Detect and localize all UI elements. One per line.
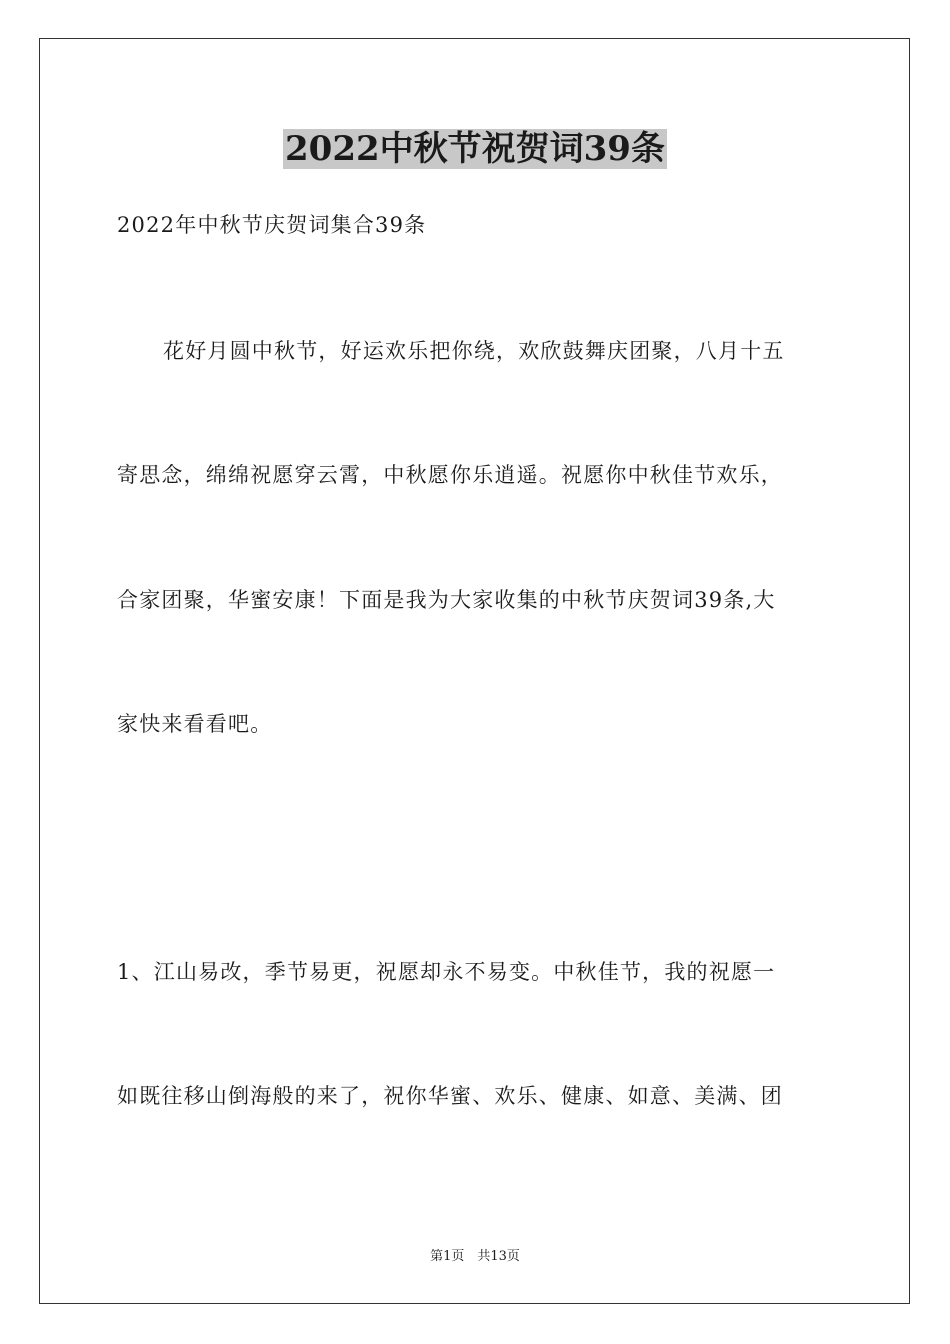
document-subtitle: 2022年中秋节庆贺词集合39条	[117, 213, 427, 237]
intro-line-4: 家快来看看吧。	[117, 712, 273, 736]
item1-line-1: 1、江山易改，季节易更，祝愿却永不易变。中秋佳节，我的祝愿一	[117, 960, 776, 984]
intro-line-1: 花好月圆中秋节，好运欢乐把你绕，欢欣鼓舞庆团聚，八月十五	[163, 339, 785, 363]
document-title-text: 2022中秋节祝贺词39条	[285, 129, 665, 169]
intro-line-3: 合家团聚，华蜜安康！下面是我为大家收集的中秋节庆贺词39条,大	[117, 588, 776, 612]
document-title	[0, 127, 950, 171]
page-number-footer: 第1页 共13页	[430, 1249, 520, 1264]
item1-line-2: 如既往移山倒海般的来了，祝你华蜜、欢乐、健康、如意、美满、团	[117, 1084, 783, 1108]
intro-line-2: 寄思念，绵绵祝愿穿云霄，中秋愿你乐逍遥。祝愿你中秋佳节欢乐，	[117, 463, 783, 487]
